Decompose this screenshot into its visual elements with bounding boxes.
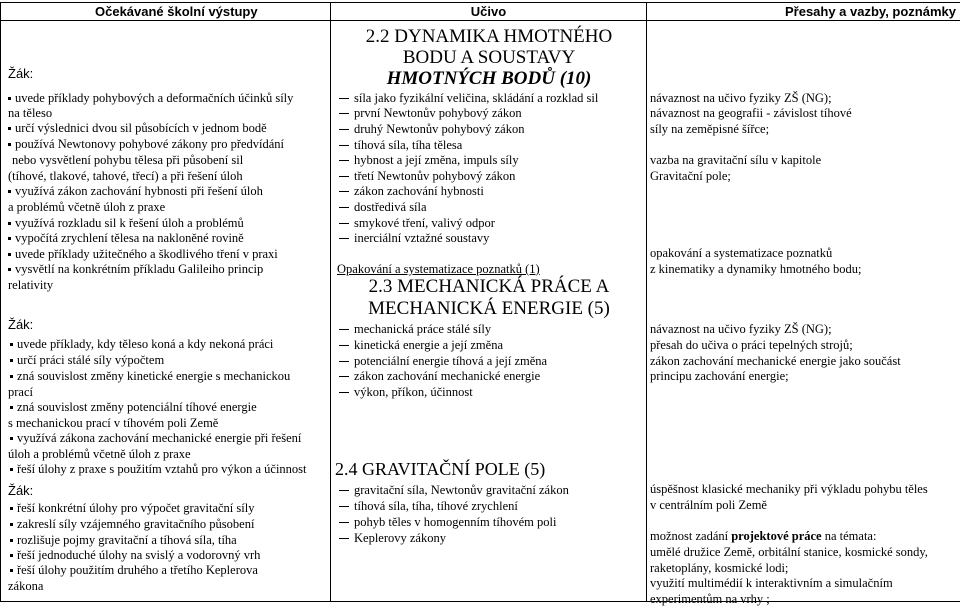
output-item: zná souvislost změny potenciální tíhové energie [10, 400, 257, 415]
output-item: zákona [8, 579, 43, 594]
pupil-label-3: Žák: [8, 483, 33, 498]
output-item: vysvětlí na konkrétním příkladu Galileiho princip [8, 262, 263, 277]
body-row [1, 21, 960, 602]
content-item: Keplerovy zákony [337, 531, 446, 546]
header-notes [647, 3, 960, 21]
header-notes-label: Přesahy a vazby, poznámky [647, 3, 960, 20]
output-item: využívá rozkladu sil k řešení úloh a problémů [8, 216, 244, 231]
section-title-gravity: 2.4 GRAVITAČNÍ POLE (5) [335, 460, 545, 479]
content-column [331, 21, 647, 602]
output-item: prací [8, 385, 33, 400]
output-item: relativity [8, 278, 53, 293]
content-item: inerciální vztažné soustavy [337, 231, 489, 246]
output-item: uvede příklady, kdy těleso koná a kdy nekoná práci [10, 337, 273, 352]
note-line: zákon zachování mechanické energie jako součást [650, 354, 901, 369]
content-item: gravitační síla, Newtonův gravitační zákon [337, 483, 569, 498]
note-line: využití multimédií k interaktivním a simulačním [650, 576, 893, 591]
output-item: uvede příklady pohybových a deformačních účinků síly [8, 91, 293, 106]
note-line: Gravitační pole; [650, 169, 731, 184]
output-item: (tíhové, tlakové, tahové, třecí) a při řešení úloh [8, 169, 243, 184]
content-item: smykové tření, valivý odpor [337, 216, 495, 231]
content-item: zákon zachování hybnosti [337, 184, 484, 199]
output-item: nebo vysvětlení pohybu tělesa při působení sil [12, 153, 243, 168]
review-label: Opakování a systematizace poznatků (1) [337, 262, 540, 277]
output-item: a problémů včetně úloh z praxe [8, 200, 165, 215]
output-item: uvede příklady užitečného a škodlivého tření v praxi [8, 247, 278, 262]
content-item: hybnost a její změna, impuls síly [337, 153, 519, 168]
header-row [1, 3, 960, 21]
header-content-label: Učivo [331, 3, 646, 20]
content-item: první Newtonův pohybový zákon [337, 106, 522, 121]
pupil-label-1: Žák: [8, 66, 33, 81]
content-item: druhý Newtonův pohybový zákon [337, 122, 524, 137]
note-line: vazba na gravitační sílu v kapitole [650, 153, 821, 168]
section-title-dynamics: HMOTNÝCH BODŮ (10) [331, 69, 647, 88]
note-line: umělé družice Země, orbitální stanice, kosmické sondy, [650, 545, 928, 560]
outputs-column [1, 21, 331, 602]
content-item: potenciální energie tíhová a její změna [337, 354, 547, 369]
content-item: mechanická práce stálé síly [337, 322, 491, 337]
content-item: dostředivá síla [337, 200, 427, 215]
note-line: možnost zadání projektové práce na témata: [650, 529, 876, 544]
content-item: tíhová síla, tíha tělesa [337, 138, 462, 153]
note-line: v centrálním poli Země [650, 498, 767, 513]
output-item: úloh a problémů včetně úloh z praxe [8, 447, 191, 462]
output-item: na těleso [8, 106, 52, 121]
note-line: opakování a systematizace poznatků [650, 246, 832, 261]
output-item: řeší jednoduché úlohy na svislý a vodorovný vrh [10, 548, 260, 563]
note-line: návaznost na učivo fyziky ZŠ (NG); [650, 322, 832, 337]
output-item: zná souvislost změny kinetické energie s mechanickou [10, 369, 290, 384]
output-item: zakreslí síly vzájemného gravitačního působení [10, 517, 254, 532]
output-item: rozlišuje pojmy gravitační a tíhová síla, tíha [10, 533, 237, 548]
curriculum-table [0, 2, 960, 602]
note-line: návaznost na učivo fyziky ZŠ (NG); [650, 91, 832, 106]
section-title-dynamics: BODU A SOUSTAVY [331, 48, 647, 67]
content-item: kinetická energie a její změna [337, 338, 503, 353]
section-title-work: 2.3 MECHANICKÁ PRÁCE A [331, 277, 647, 296]
note-line: z kinematiky a dynamiky hmotného bodu; [650, 262, 861, 277]
note-line: síly na zeměpisné šířce; [650, 122, 769, 137]
note-line: úspěšnost klasické mechaniky při výkladu pohybu těles [650, 482, 928, 497]
output-item: používá Newtonovy pohybové zákony pro předvídání [8, 137, 284, 152]
output-item: využívá zákon zachování hybnosti při řešení úloh [8, 184, 263, 199]
output-item: určí výslednici dvou sil působících v jednom bodě [8, 121, 267, 136]
section-title-work: MECHANICKÁ ENERGIE (5) [331, 299, 647, 318]
header-outputs-label: Očekávané školní výstupy [1, 3, 330, 20]
note-line: experimentům na vrhy ; [650, 592, 770, 607]
pupil-label-2: Žák: [8, 317, 33, 332]
content-item: tíhová síla, tíha, tíhové zrychlení [337, 499, 518, 514]
output-item: s mechanickou prací v tíhovém poli Země [8, 416, 218, 431]
output-item: řeší úlohy z praxe s použitím vztahů pro výkon a účinnost [10, 462, 307, 477]
content-item: třetí Newtonův pohybový zákon [337, 169, 515, 184]
note-line: návaznost na geografii - závislost tíhové [650, 106, 852, 121]
output-item: určí práci stálé síly výpočtem [10, 353, 164, 368]
content-item: výkon, příkon, účinnost [337, 385, 473, 400]
notes-column [647, 21, 960, 602]
header-content [331, 3, 647, 21]
output-item: řeší úlohy použitím druhého a třetího Keplerova [10, 563, 258, 578]
note-line: přesah do učiva o práci tepelných strojů; [650, 338, 853, 353]
section-title-dynamics: 2.2 DYNAMIKA HMOTNÉHO [331, 27, 647, 46]
note-line: principu zachování energie; [650, 369, 789, 384]
content-item: síla jako fyzikální veličina, skládání a rozklad sil [337, 91, 598, 106]
content-item: zákon zachování mechanické energie [337, 369, 540, 384]
content-item: pohyb těles v homogenním tíhovém poli [337, 515, 556, 530]
header-outputs [1, 3, 331, 21]
output-item: řeší konkrétní úlohy pro výpočet gravitační síly [10, 501, 254, 516]
note-line: raketoplány, kosmické lodi; [650, 561, 788, 576]
output-item: využívá zákona zachování mechanické energie při řešení [10, 431, 301, 446]
output-item: vypočítá zrychlení tělesa na nakloněné rovině [8, 231, 244, 246]
